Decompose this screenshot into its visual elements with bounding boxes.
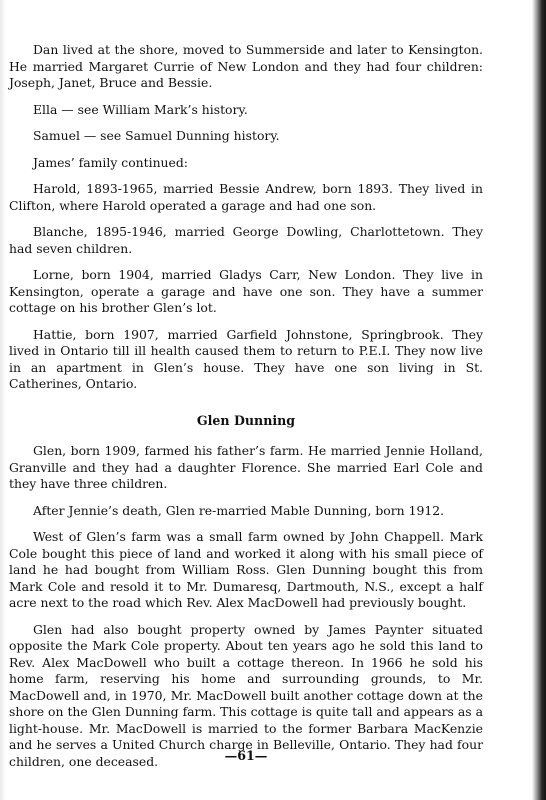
paragraph-james-family: James’ family continued: (33, 154, 188, 170)
paragraph-ella: Ella — see William Mark’s history. (33, 101, 248, 117)
paragraph-blanche: Blanche, 1895-1946, married George Dowling, Charlottetown. They had seven children. (9, 224, 483, 256)
paragraph-harold: Harold, 1893-1965, married Bessie Andrew, born 1893. They lived in Clifton, where Harold operated a garage and had one son. (9, 181, 483, 213)
paragraph-hattie: Hattie, born 1907, married Garfield Johnstone, Springbrook. They lived in Ontario till ill health caused them to return to P.E.I. They now live in an apartment in Glen’s house. They have one son living in St. Catherines, Ontario. (9, 326, 483, 391)
paragraph-glen: Glen, born 1909, farmed his father’s farm. He married Jennie Holland, Granville and they had a daughter Florence. She married Earl Cole and they have three children. (9, 443, 483, 491)
paragraph-lorne: Lorne, born 1904, married Gladys Carr, New London. They live in Kensington, operate a garage and have one son. They have a summer cottage on his brother Glen’s lot. (9, 267, 483, 315)
paragraph-west-farm: West of Glen’s farm was a small farm owned by John Chappell. Mark Cole bought this piece of land and worked it along with his small piece of land he had bought from William Ross. Glen Dunning bought this from Mark Cole and resold it to Mr. Dumaresq, Dartmouth, N.S., except a half acre next to the road which Rev. Alex MacDowell had previously bought. (9, 529, 483, 610)
page-body (9, 42, 483, 780)
paragraph-dan: Dan lived at the shore, moved to Summerside and later to Kensington. He married Margaret Currie of New London and they had four children: Joseph, Janet, Bruce and Bessie. (9, 42, 483, 90)
section-heading: Glen Dunning (196, 412, 296, 428)
paragraph-paynter-property: Glen had also bought property owned by James Paynter situated opposite the Mark Cole property. About ten years ago he sold this land to Rev. Alex MacDowell who built a cottage thereon. In 1966 he sold his home farm, reserving his home and surrounding grounds, to Mr. MacDowell and, in 1970, Mr. MacDowell built another cottage down at the shore on the Glen Dunning farm. This cottage is quite tall and appears as a light-house. Mr. MacDowell is married to the former Barbara MacKenzie and he serves a United Church charge in Belleville, Ontario. They had four children, one deceased. (9, 621, 483, 769)
page-left-edge (0, 0, 6, 800)
book-binding-shadow (532, 0, 546, 800)
page-number: —61— (224, 748, 268, 763)
paragraph-jennie-death: After Jennie’s death, Glen re-married Mable Dunning, born 1912. (33, 502, 445, 518)
paragraph-samuel: Samuel — see Samuel Dunning history. (33, 128, 280, 143)
